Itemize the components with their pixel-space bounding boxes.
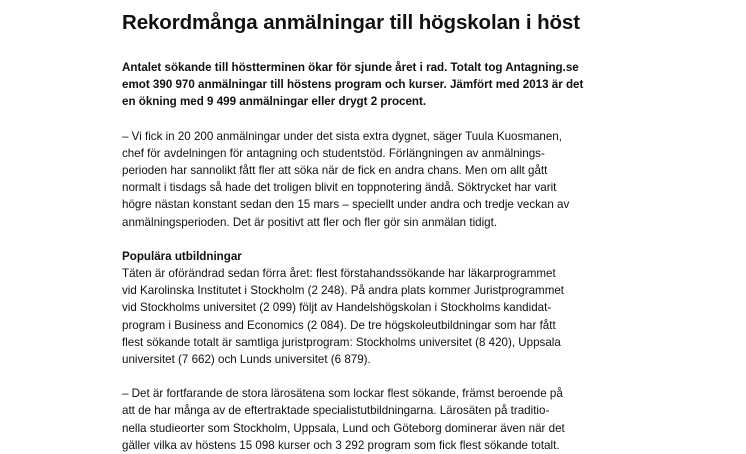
paragraph-line: Täten är oförändrad sedan förra året: flest förstahandssökande har läkarprogrammet: [122, 267, 556, 281]
paragraph-line: vid Karolinska Institutet i Stockholm (2 248). På andra plats kommer Juristprogrammet: [122, 284, 565, 298]
section-heading: Populära utbildningar: [122, 249, 242, 263]
paragraph-line: anmälningsperioden. Det är positivt att fler och fler gör sin anmälan tidigt.: [122, 215, 498, 229]
popular-programs-paragraph: [122, 265, 732, 368]
quote-paragraph: [122, 128, 732, 231]
paragraph-line: – Vi fick in 20 200 anmälningar under det sista extra dygnet, säger Tuula Kuosmanen,: [122, 129, 562, 143]
closing-paragraph: [122, 385, 732, 454]
lead-line: Antalet sökande till höstterminen ökar för sjunde året i rad. Totalt tog Antagning.se: [122, 61, 579, 74]
article-title: Rekordmånga anmälningar till högskolan i höst: [122, 11, 580, 34]
lead-paragraph: [122, 59, 732, 111]
lead-line: emot 390 970 anmälningar till höstens program och kurser. Jämfört med 2013 är det: [122, 78, 584, 92]
paragraph-line: att de har många av de eftertraktade specialistutbildningarna. Lärosäten på traditio-: [122, 404, 550, 418]
paragraph-line: – Det är fortfarande de stora lärosätena som lockar flest sökande, främst beroende på: [122, 387, 563, 401]
paragraph-line: perioden har sannolikt fått fler att söka när de fick en andra chans. Men om allt gått: [122, 164, 548, 178]
paragraph-line: chef för avdelningen för antagning och studentstöd. Förlängningen av anmälnings-: [122, 146, 545, 160]
paragraph-line: program i Business and Economics (2 084). De tre högskoleutbildningar som har fått: [122, 318, 556, 332]
paragraph-line: högre nästan konstant sedan den 15 mars – speciellt under andra och tredje veckan av: [122, 198, 570, 212]
paragraph-line: gäller vilka av höstens 15 098 kurser och 3 292 program som fick flest sökande totalt.: [122, 438, 560, 452]
paragraph-line: nella studieorter som Stockholm, Uppsala, Lund och Göteborg dominerar även när det: [122, 421, 565, 435]
paragraph-line: vid Stockholms universitet (2 099) följt av Handelshögskolan i Stockholms kandidat-: [122, 301, 552, 315]
paragraph-line: universitet (7 662) och Lunds universitet (6 879).: [122, 353, 371, 367]
lead-line: en ökning med 9 499 anmälningar eller drygt 2 procent.: [122, 95, 427, 109]
article: [122, 10, 732, 454]
paragraph-line: normalt i tisdags så hade det troligen blivit en toppnotering ändå. Söktrycket har varit: [122, 181, 557, 195]
paragraph-line: flest sökande totalt är samtliga juristprogram: Stockholms universitet (8 420), Uppsala: [122, 335, 561, 349]
